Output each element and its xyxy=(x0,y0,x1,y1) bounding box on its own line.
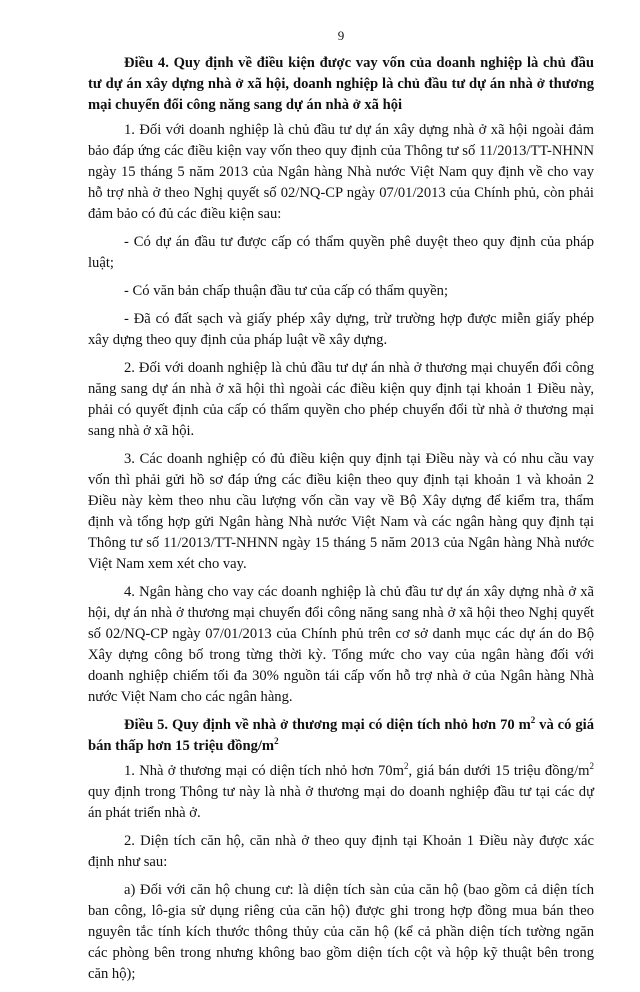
article-4-bullet-2: - Có văn bản chấp thuận đầu tư của cấp có thẩm quyền; xyxy=(124,283,448,299)
article-4-paragraph-4: 4. Ngân hàng cho vay các doanh nghiệp là chủ đầu tư dự án xây dựng nhà ở xã hội, dự án nhà ở thương mại chuyển đổi công năng sang nhà ở xã hội theo Nghị quyết số 02/NQ-CP ngày 07/01/2013 của Chính phủ trên cơ sở danh mục các dự án do Bộ Xây dựng công bố trong từng thời kỳ. Tổng mức cho vay của ngân hàng đối với doanh nghiệp chiếm tối đa 30% nguồn tái cấp vốn hỗ trợ nhà ở của Ngân hàng Nhà nước Việt Nam cho các ngân hàng. xyxy=(88,584,594,705)
article-5-paragraph-1 xyxy=(88,761,594,824)
article-4-bullet-3: - Đã có đất sạch và giấy phép xây dựng, trừ trường hợp được miễn giấy phép xây dựng theo quy định của pháp luật về xây dựng. xyxy=(88,311,594,348)
article-5-p1-part-1: 1. Nhà ở thương mại có diện tích nhỏ hơn 70m xyxy=(124,763,404,779)
article-5-item-a: a) Đối với căn hộ chung cư: là diện tích sàn của căn hộ (bao gồm cả diện tích ban công, lô-gia sử dụng riêng của căn hộ) được ghi trong hợp đồng mua bán theo nguyên tắc tính kích thước thông thủy của căn hộ (kể cả phần diện tích tường ngăn các phòng bên trong nhưng không bao gồm diện tích cột và hộp kỹ thuật bên trong căn hộ); xyxy=(88,882,594,982)
article-5-p1-part-3: quy định trong Thông tư này là nhà ở thương mại do doanh nghiệp đầu tư tại các dự án phát triển nhà ở. xyxy=(88,784,594,821)
article-4-bullet-1: - Có dự án đầu tư được cấp có thẩm quyền phê duyệt theo quy định của pháp luật; xyxy=(88,234,594,271)
article-4-paragraph-1: 1. Đối với doanh nghiệp là chủ đầu tư dự án xây dựng nhà ở xã hội ngoài đảm bảo đáp ứng các điều kiện vay vốn theo quy định của Thông tư số 11/2013/TT-NHNN ngày 15 tháng 5 năm 2013 của Ngân hàng Nhà nước Việt Nam quy định về cho vay hỗ trợ nhà ở theo Nghị quyết số 02/NQ-CP ngày 07/01/2013 của Chính phủ, còn phải đảm bảo có đủ các điều kiện sau: xyxy=(88,122,594,222)
page-number: 9 xyxy=(337,28,345,43)
superscript: 2 xyxy=(530,715,536,726)
article-5-heading-part-2: và có giá bán thấp hơn 15 triệu đồng/m xyxy=(88,717,594,754)
article-5-heading xyxy=(88,715,594,757)
article-5-heading-part-1: Điều 5. Quy định về nhà ở thương mại có diện tích nhỏ hơn 70 m xyxy=(124,717,531,733)
superscript: 2 xyxy=(403,761,409,772)
superscript: 2 xyxy=(274,736,279,747)
document-page xyxy=(88,28,594,992)
article-4-paragraph-2: 2. Đối với doanh nghiệp là chủ đầu tư dự án nhà ở thương mại chuyển đổi công năng sang dự án nhà ở xã hội thì ngoài các điều kiện quy định tại khoản 1 Điều này, phải có quyết định của cấp có thẩm quyền cho phép chuyển đổi từ nhà ở thương mại sang nhà ở xã hội. xyxy=(88,360,594,439)
article-4-heading: Điều 4. Quy định về điều kiện được vay vốn của doanh nghiệp là chủ đầu tư dự án xây dựng nhà ở xã hội, doanh nghiệp là chủ đầu tư dự án nhà ở thương mại chuyển đổi công năng sang dự án nhà ở xã hội xyxy=(88,55,594,113)
article-4-paragraph-3: 3. Các doanh nghiệp có đủ điều kiện quy định tại Điều này và có nhu cầu vay vốn thì phải gửi hồ sơ đáp ứng các điều kiện theo quy định tại khoản 1 và khoản 2 Điều này kèm theo nhu cầu lượng vốn cần vay về Bộ Xây dựng để kiểm tra, thẩm định và tổng hợp gửi Ngân hàng Nhà nước Việt Nam và các ngân hàng quy định tại Thông tư số 11/2013/TT-NHNN ngày 15 tháng 5 năm 2013 của Ngân hàng Nhà nước Việt Nam xem xét cho vay. xyxy=(88,451,594,572)
article-5-paragraph-2: 2. Diện tích căn hộ, căn nhà ở theo quy định tại Khoản 1 Điều này được xác định như sau: xyxy=(88,833,594,870)
superscript: 2 xyxy=(589,761,594,772)
article-5-p1-part-2: , giá bán dưới 15 triệu đồng/m xyxy=(408,763,590,779)
